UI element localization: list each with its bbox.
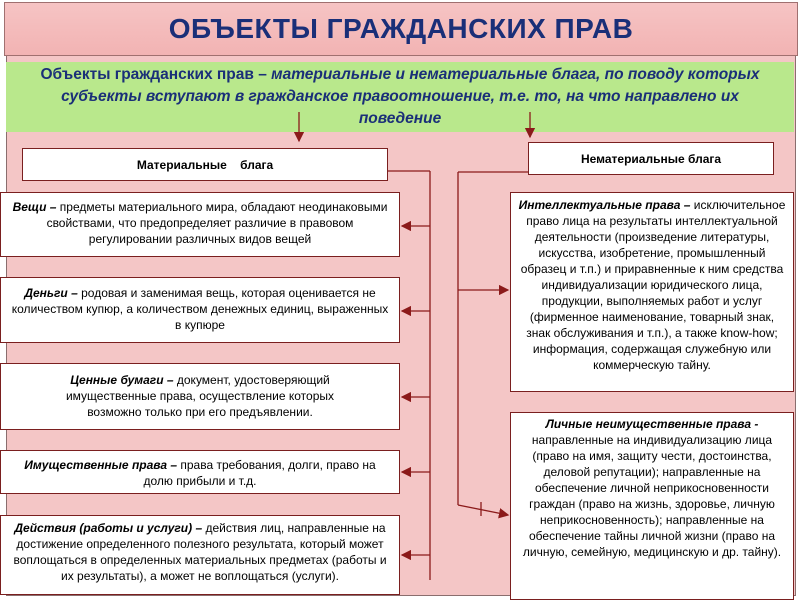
item-text: действия лиц, направленные на достижение определенного полезного результата, который может воплощаться в определенных материальных предметах (работы и их результаты), а может не воплощаться (услуги). [13,521,387,583]
material-item-things [0,192,400,257]
material-item-securities [0,363,400,430]
material-header-label: Материальные блага [136,157,274,172]
item-term: Деньги – [24,286,78,300]
nonmaterial-header-label: Нематериальные блага [580,151,722,166]
material-item-property-rights [0,450,400,494]
nonmaterial-item-intellectual-rights [510,192,794,392]
definition-term: Объекты гражданских прав [40,66,254,83]
nonmaterial-item-personal-rights [510,412,794,600]
item-text: предметы материального мира, обладают неодинаковыми свойствами, что предопределяет различие в правовом регулировании различных видов вещей [46,200,388,246]
item-text: исключительное право лица на результаты интеллектуальной деятельности (произведение литературы, искусства, изобретение, промышленный образец и т.п.) и приравненные к ним средства индивидуализации юридического лица, продукции, выполняемых работ и услуг (фирменное наименование, товарный знак, знак обслуживания и т.п.), а также know-how; информация, содержащая служебную или коммерческую тайну. [520,198,786,372]
item-term: Ценные бумаги – [70,373,174,387]
definition-body: материальные и нематериальные блага, по поводу которых субъекты вступают в гражданское правоотношение, т.е. то, на что направлено их поведение [61,66,760,127]
item-term: Личные неимущественные права - [545,417,759,431]
material-item-money [0,277,400,343]
item-text: документ, удостоверяющий имущественные права, осуществление которых возможно только при его предъявлении. [65,373,335,419]
nonmaterial-header [528,142,774,175]
item-text: родовая и заменимая вещь, которая оценивается не количеством купюр, а количеством денежных единиц, выраженных в купюре [11,286,389,332]
item-term: Имущественные права – [24,458,178,472]
definition-dash: – [253,66,272,83]
item-text: направленные на индивидуализацию лица (право на имя, защиту чести, достоинства, деловой репутации); направленные на обеспечение личной неприкосновенности граждан (право на жизнь, здоровье, личную неприкосновенность); направленные на обеспечение тайны личной жизни (право на личную, семейную, медицинскую и др. тайну). [522,433,782,559]
item-term: Интеллектуальные права – [518,198,691,212]
item-term: Действия (работы и услуги) – [14,521,203,535]
material-header [22,148,388,181]
item-term: Вещи – [12,200,57,214]
item-text: права требования, долги, право на долю прибыли и т.д. [143,458,376,488]
material-item-actions [0,515,400,595]
page-title: ОБЪЕКТЫ ГРАЖДАНСКИХ ПРАВ [168,13,634,44]
